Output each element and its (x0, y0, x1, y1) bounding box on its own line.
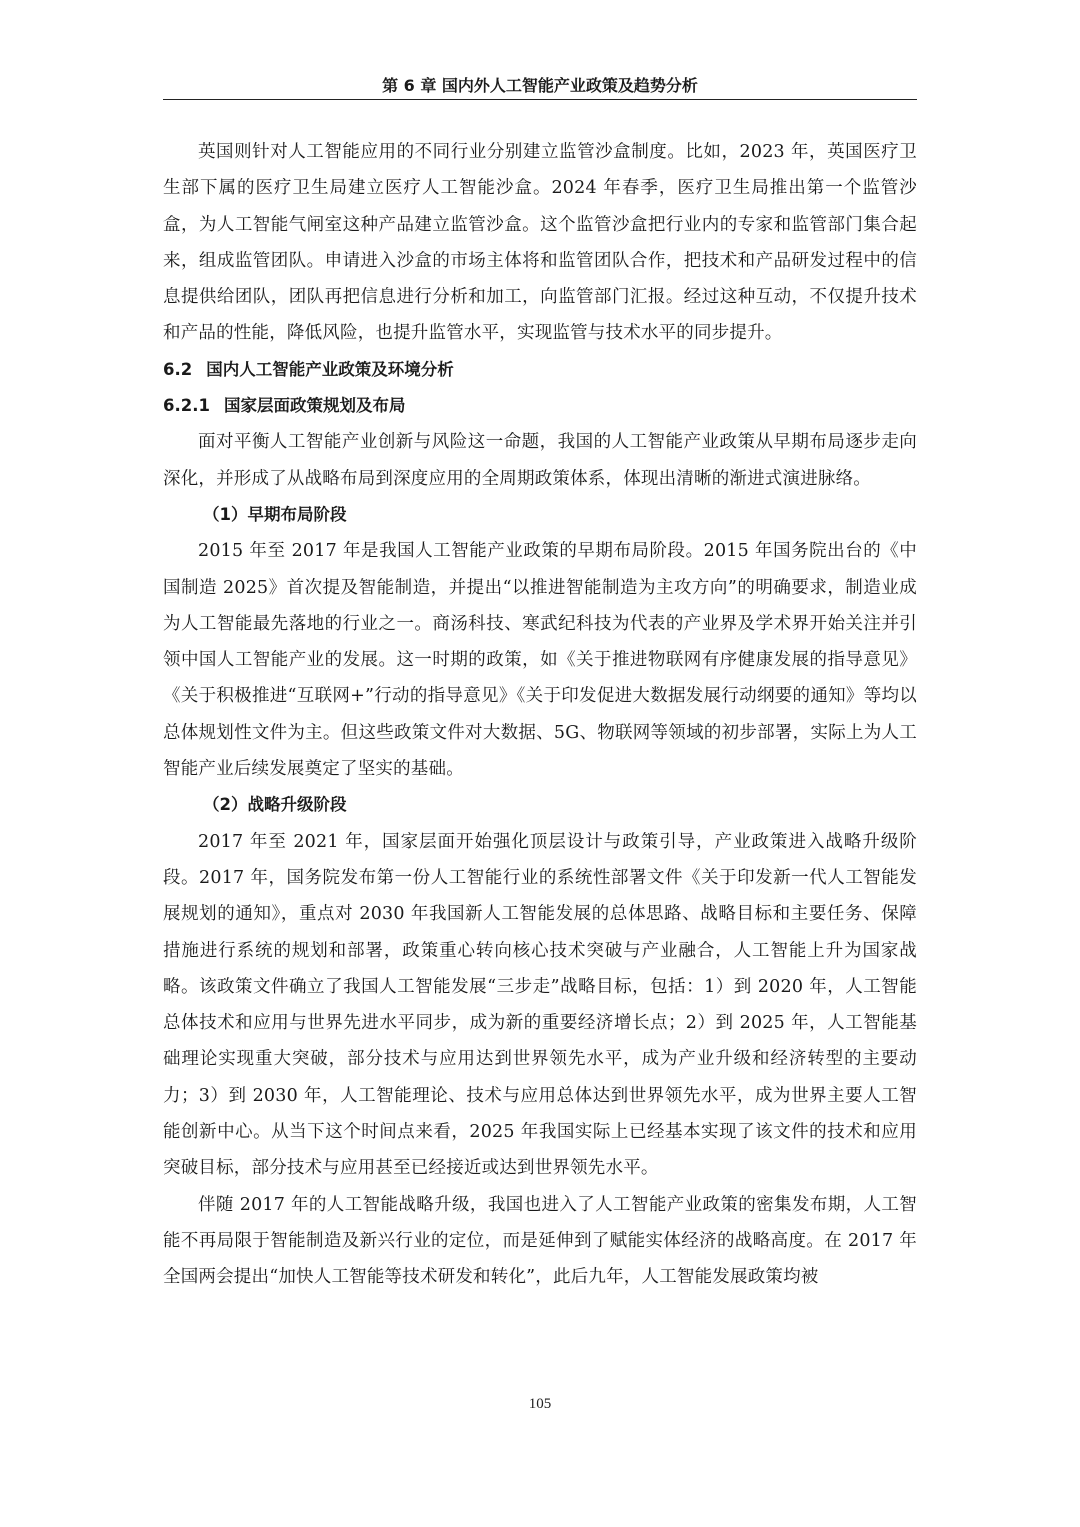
paragraph-intro: 面对平衡人工智能产业创新与风险这一命题，我国的人工智能产业政策从早期布局逐步走向深化，并形成了从战略布局到深度应用的全周期政策体系，体现出清晰的渐进式演进脉络。 (163, 432, 917, 489)
subsection-title: 国家层面政策规划及布局 (223, 396, 406, 416)
section-title: 国内人工智能产业政策及环境分析 (206, 359, 454, 379)
header-rule (163, 99, 917, 100)
subsection-number: 6.2.1 (163, 396, 210, 416)
page-number: 105 (528, 1396, 552, 1412)
section-number: 6.2 (163, 359, 193, 379)
subsection-heading (163, 388, 917, 424)
section-heading (163, 352, 917, 388)
paragraph-stage2: 2017 年至 2021 年，国家层面开始强化顶层设计与政策引导，产业政策进入战略升级阶段。2017 年，国务院发布第一份人工智能行业的系统性部署文件《关于印发新一代人工智能发展规划的通知》，重点对 2030 年我国新人工智能发展的总体思路、战略目标和主要任务、保障措施进行系统的规划和部署，政策重心转向核心技术突破与产业融合，人工智能上升为国家战略。该政策文件确立了我国人工智能发展“三步走”战略目标，包括：1）到 2020 年，人工智能总体技术和应用与世界先进水平同步，成为新的重要经济增长点；2）到 2025 年，人工智能基础理论实现重大突破，部分技术与应用达到世界领先水平，成为产业升级和经济转型的主要动力；3）到 2030 年，人工智能理论、技术与应用总体达到世界领先水平，成为世界主要人工智能创新中心。从当下这个时间点来看，2025 年我国实际上已经基本实现了该文件的技术和应用突破目标，部分技术与应用甚至已经接近或达到世界领先水平。 (163, 831, 917, 1179)
stage2-heading: （2）战略升级阶段 (203, 795, 347, 815)
paragraph-2017: 伴随 2017 年的人工智能战略升级，我国也进入了人工智能产业政策的密集发布期，人工智能不再局限于智能制造及新兴行业的定位，而是延伸到了赋能实体经济的战略高度。在 2017 年全国两会提出“加快人工智能等技术研发和转化”，此后九年，人工智能发展政策均被 (163, 1194, 917, 1288)
paragraph-uk-sandbox: 英国则针对人工智能应用的不同行业分别建立监管沙盒制度。比如，2023 年，英国医疗卫生部下属的医疗卫生局建立医疗人工智能沙盒。2024 年春季，医疗卫生局推出第一个监管沙盒，为人工智能气闸室这种产品建立监管沙盒。这个监管沙盒把行业内的专家和监管部门集合起来，组成监管团队。申请进入沙盒的市场主体将和监管团队合作，把技术和产品研发过程中的信息提供给团队，团队再把信息进行分析和加工，向监管部门汇报。经过这种互动，不仅提升技术和产品的性能，降低风险，也提升监管水平，实现监管与技术水平的同步提升。 (163, 142, 917, 344)
page-body (163, 134, 917, 1296)
stage1-heading: （1）早期布局阶段 (203, 504, 347, 524)
paragraph-stage1: 2015 年至 2017 年是我国人工智能产业政策的早期布局阶段。2015 年国务院出台的《中国制造 2025》首次提及智能制造，并提出“以推进智能制造为主攻方向”的明确要求，制造业成为人工智能最先落地的行业之一。商汤科技、寒武纪科技为代表的产业界及学术界开始关注并引领中国人工智能产业的发展。这一时期的政策，如《关于推进物联网有序健康发展的指导意见》《关于积极推进“互联网+”行动的指导意见》《关于印发促进大数据发展行动纲要的通知》等均以总体规划性文件为主。但这些政策文件对大数据、5G、物联网等领域的初步部署，实际上为人工智能产业后续发展奠定了坚实的基础。 (163, 541, 917, 780)
running-header: 第 6 章 国内外人工智能产业政策及趋势分析 (382, 76, 698, 95)
